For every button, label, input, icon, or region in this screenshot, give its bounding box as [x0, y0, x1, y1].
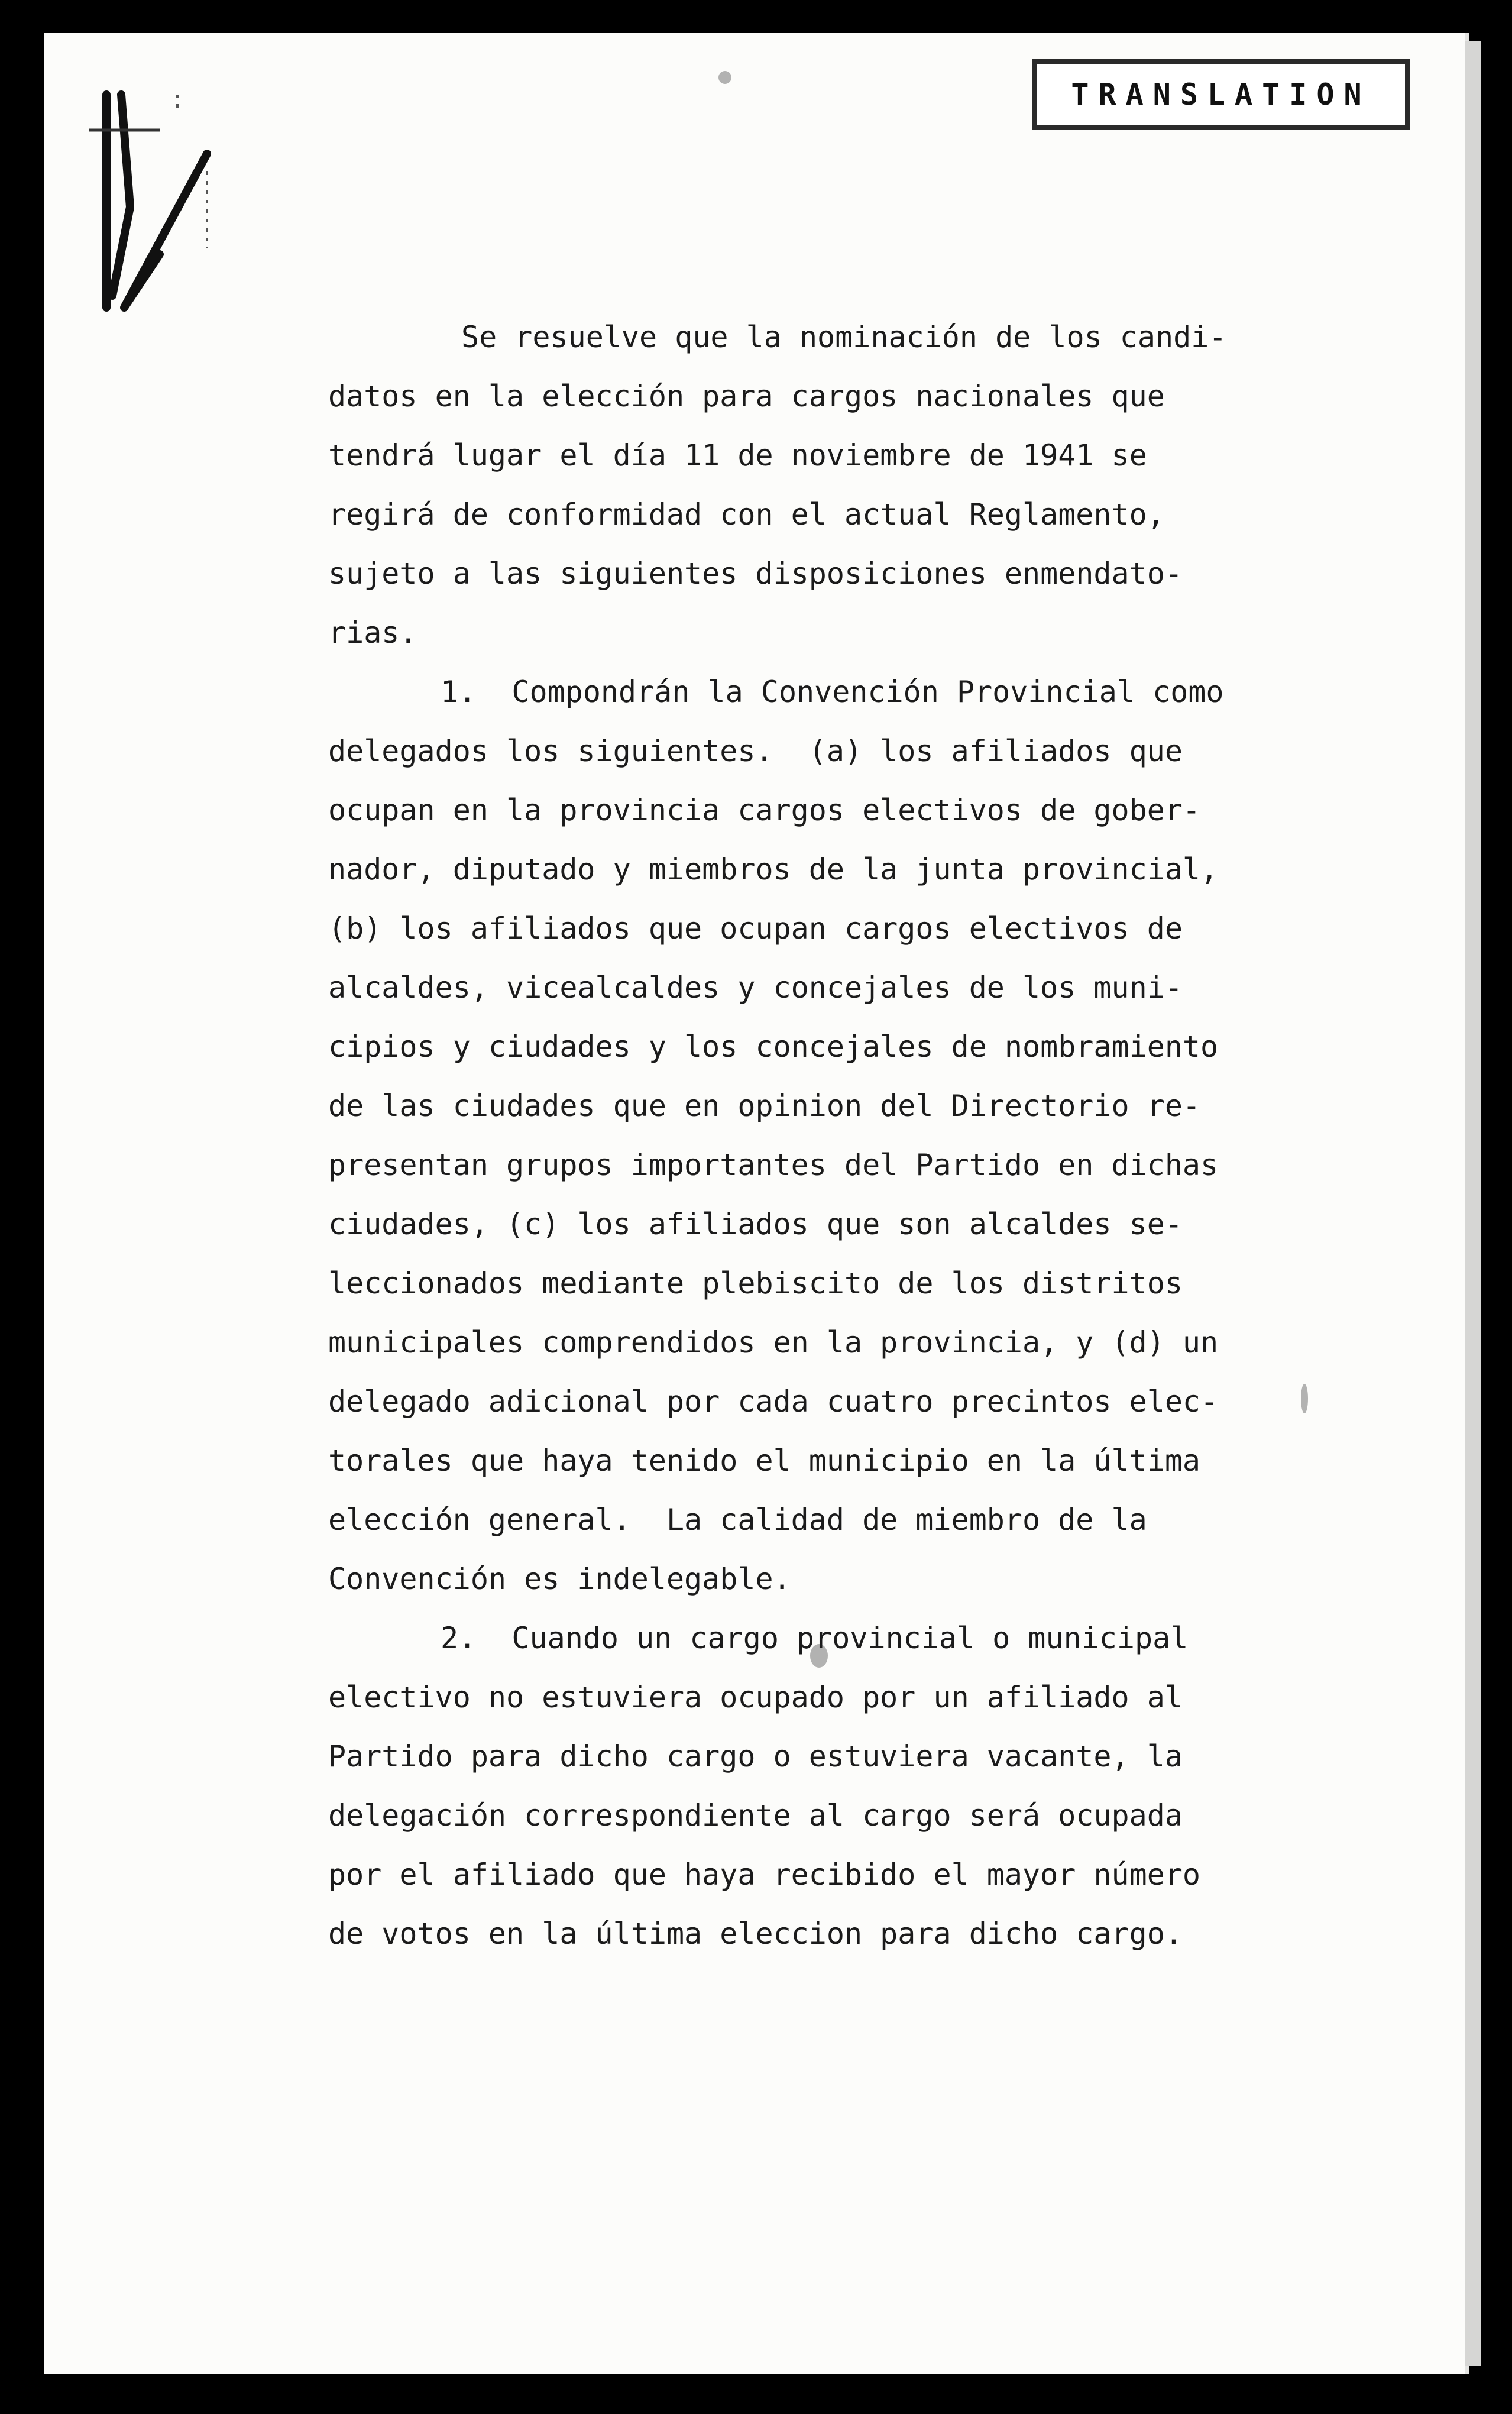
text-line: 1. Compondrán la Convención Provincial como	[441, 675, 1224, 709]
paragraph-item-1	[328, 662, 1274, 1609]
text-line: Se resuelve que la nominación de los candi-	[461, 320, 1227, 354]
document-body	[328, 308, 1274, 1963]
page-edge	[1465, 41, 1481, 2366]
ink-smudge	[1301, 1384, 1308, 1413]
text-line: ocupan en la provincia cargos electivos de gober-	[328, 793, 1201, 827]
text-line: de las ciudades que en opinion del Directorio re-	[328, 1089, 1201, 1123]
handwritten-check-mark-icon	[89, 59, 225, 313]
paragraph-resolution	[328, 308, 1274, 662]
text-line: ciudades, (c) los afiliados que son alcaldes se-	[328, 1207, 1183, 1241]
text-line: presentan grupos importantes del Partido en dichas	[328, 1148, 1219, 1182]
text-line: de votos en la última eleccion para dicho cargo.	[328, 1917, 1183, 1951]
text-line: leccionados mediante plebiscito de los distritos	[328, 1266, 1183, 1300]
text-line: delegado adicional por cada cuatro precintos elec-	[328, 1384, 1219, 1419]
text-line: 2. Cuando un cargo provincial o municipal	[441, 1621, 1189, 1655]
text-line: alcaldes, vicealcaldes y concejales de los muni-	[328, 970, 1183, 1005]
ink-smudge	[718, 71, 731, 84]
stamp-label: TRANSLATION	[1071, 77, 1371, 112]
text-line: delegación correspondiente al cargo será ocupada	[328, 1798, 1183, 1833]
text-line: tendrá lugar el día 11 de noviembre de 1941 se	[328, 438, 1147, 473]
text-line: por el afiliado que haya recibido el mayor número	[328, 1858, 1201, 1892]
text-line: electivo no estuviera ocupado por un afiliado al	[328, 1680, 1183, 1714]
text-line: municipales comprendidos en la provincia, y (d) un	[328, 1325, 1219, 1360]
text-line: Partido para dicho cargo o estuviera vacante, la	[328, 1739, 1183, 1774]
text-line: sujeto a las siguientes disposiciones enmendato-	[328, 556, 1183, 591]
translation-stamp	[1032, 59, 1410, 130]
text-line: Convención es indelegable.	[328, 1562, 791, 1596]
text-line: (b) los afiliados que ocupan cargos electivos de	[328, 911, 1183, 946]
text-line: rias.	[328, 616, 417, 650]
text-line: nador, diputado y miembros de la junta provincial,	[328, 852, 1219, 886]
text-line: datos en la elección para cargos nacionales que	[328, 379, 1165, 413]
paragraph-item-2	[328, 1609, 1274, 1963]
text-line: cipios y ciudades y los concejales de nombramiento	[328, 1030, 1219, 1064]
text-line: elección general. La calidad de miembro de la	[328, 1503, 1147, 1537]
text-line: torales que haya tenido el municipio en la última	[328, 1444, 1201, 1478]
ink-smudge	[810, 1644, 828, 1668]
text-line: delegados los siguientes. (a) los afiliados que	[328, 734, 1183, 768]
text-line: regirá de conformidad con el actual Reglamento,	[328, 497, 1165, 532]
